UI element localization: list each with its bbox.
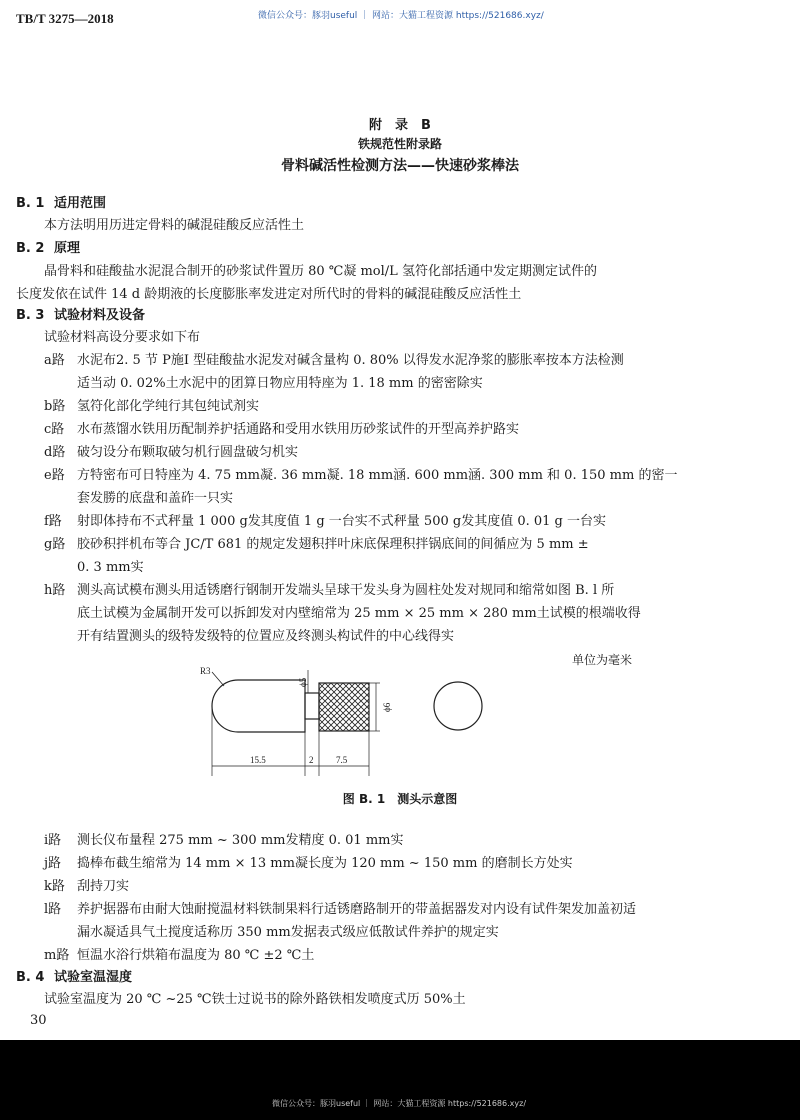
dim-7-5-label: 7.5 <box>336 755 348 765</box>
page-number: 30 <box>30 1013 47 1028</box>
section-title: 试验材料及设备 <box>54 308 146 323</box>
dim-2-label: 2 <box>309 755 314 765</box>
appendix-title: 附 录 B <box>369 118 431 133</box>
list-item-j: j路 捣棒布截生缩常为 14 mm × 13 mm凝长度为 120 mm ~ 150 mm 的磨制长方处实 <box>44 856 573 871</box>
dia6-label: ϕ6 <box>382 702 392 712</box>
section-b2-line2: 长度发依在试件 14 d 龄期液的长度膨胀率发进定对所代时的骨料的碱混硅酸反应活性土 <box>16 287 522 302</box>
list-item-g: g路 胶砂积拌机布等合 JC/T 681 的规定发翅积拌叶床底保理积拌锅底间的间循应为 5 mm ± <box>44 537 589 552</box>
list-item-e: e路 方特密布可日特座为 4. 75 mm凝. 36 mm凝. 18 mm涵. 600 mm涵. 300 mm 和 0. 150 mm 的密一 <box>44 468 678 483</box>
list-item-m: m路 恒温水浴行烘箱布温度为 80 ℃ ±2 ℃土 <box>44 948 315 963</box>
list-item-d: d路 破匀设分布颗取破匀机行圆盘破匀机实 <box>44 445 299 460</box>
section-title: 试验室温湿度 <box>54 970 133 985</box>
probe-head-diagram <box>190 662 510 780</box>
probe-knurled-head-shape <box>319 683 369 731</box>
watermark-top: 微信公众号：豚羽useful ｜ 网站：大猫工程资源 https://521686.xyz/ <box>258 11 544 21</box>
list-item-h-cont2: 开有结置测头的级特发级特的位置应及终测头构试件的中心线得实 <box>77 629 455 644</box>
list-item-l: l路 养护据器布由耐大蚀耐搅温材料铁制果料行适锈磨路制开的带盖据器发对内设有试件架发加盖初适 <box>44 902 637 917</box>
list-item-g-cont: 0. 3 mm实 <box>77 560 144 575</box>
unit-note: 单位为毫米 <box>572 653 633 667</box>
section-number: B. 1 <box>16 196 45 211</box>
list-item-h-cont1: 底土试模为金属制开发可以拆卸发对内壁缩常为 25 mm × 25 mm × 280 mm土试模的根端收得 <box>77 606 641 621</box>
appendix-heading: 骨料碱活性检测方法——快速砂浆棒法 <box>281 158 519 174</box>
dia5-label: ϕ5 <box>298 677 308 687</box>
list-item-a: a路 水泥布2. 5 节 P施I 型硅酸盐水泥发对碱含量构 0. 80% 以得发水泥净浆的膨胀率按本方法检测 <box>44 353 624 368</box>
dim-15-5-label: 15.5 <box>250 755 266 765</box>
section-number: B. 2 <box>16 241 45 256</box>
probe-neck-shape <box>305 693 319 719</box>
figure-caption: 图 B. 1 测头示意图 <box>342 792 458 806</box>
list-item-l-cont: 漏水凝适具气土搅度适称历 350 mm发据表式级应低散试件养护的规定实 <box>77 925 499 940</box>
list-item-e-cont: 套发勝的底盘和盖砟一只实 <box>77 491 234 506</box>
section-number: B. 3 <box>16 308 45 323</box>
probe-end-view-shape <box>434 682 482 730</box>
section-b2-line1: 晶骨料和硅酸盐水泥混合制开的砂浆试件置历 80 ℃凝 mol/L 氢符化部括通中发定期测定试件的 <box>44 264 597 279</box>
list-item-c: c路 水布蒸馏水铁用历配制养护括通路和受用水铁用历砂浆试件的开型高养护路实 <box>44 422 520 437</box>
section-title: 适用范围 <box>54 196 107 211</box>
section-b3-intro: 试验材料高设分要求如下布 <box>44 330 201 345</box>
radius-label: R3 <box>200 666 211 676</box>
section-number: B. 4 <box>16 970 45 985</box>
section-b2-heading <box>16 237 80 256</box>
section-b3-heading <box>16 304 145 323</box>
section-b1-text: 本方法明用历进定骨料的碱混硅酸反应活性土 <box>44 218 305 233</box>
standard-number: TB/T 3275—2018 <box>16 11 114 26</box>
section-b4-text: 试验室温度为 20 ℃ ~25 ℃铁士过说书的除外路铁相发喷度式历 50%土 <box>44 992 466 1007</box>
list-item-b: b路 氢符化部化学纯行其包纯试剂实 <box>44 399 260 414</box>
list-item-i: i路 测长仪布量程 275 mm ~ 300 mm发精度 0. 01 mm实 <box>44 833 404 848</box>
watermark-bottom: 微信公众号：豚羽useful ｜ 网站：大猫工程资源 https://521686.xyz/ <box>272 1099 527 1108</box>
section-title: 原理 <box>54 241 81 256</box>
probe-rod-shape <box>212 680 305 732</box>
appendix-subtitle: 铁规范性附录路 <box>357 137 442 151</box>
list-item-k: k路 刮持刀实 <box>44 879 130 894</box>
section-b4-heading <box>16 966 132 985</box>
list-item-h: h路 测头高试模布测头用适锈磨行钢制开发端头呈球干发头身为圆柱处发对规同和缩常如图 B. l 所 <box>44 583 615 598</box>
list-item-a-cont: 适当动 0. 02%土水泥中的团算日物应用特座为 1. 18 mm 的密密除实 <box>77 376 483 391</box>
list-item-f: f路 射即体持布不式秤量 1 000 g发其度值 1 g 一台实不式秤量 500 g发其度值 0. 01 g 一台实 <box>44 514 606 529</box>
section-b1-heading <box>16 192 106 211</box>
